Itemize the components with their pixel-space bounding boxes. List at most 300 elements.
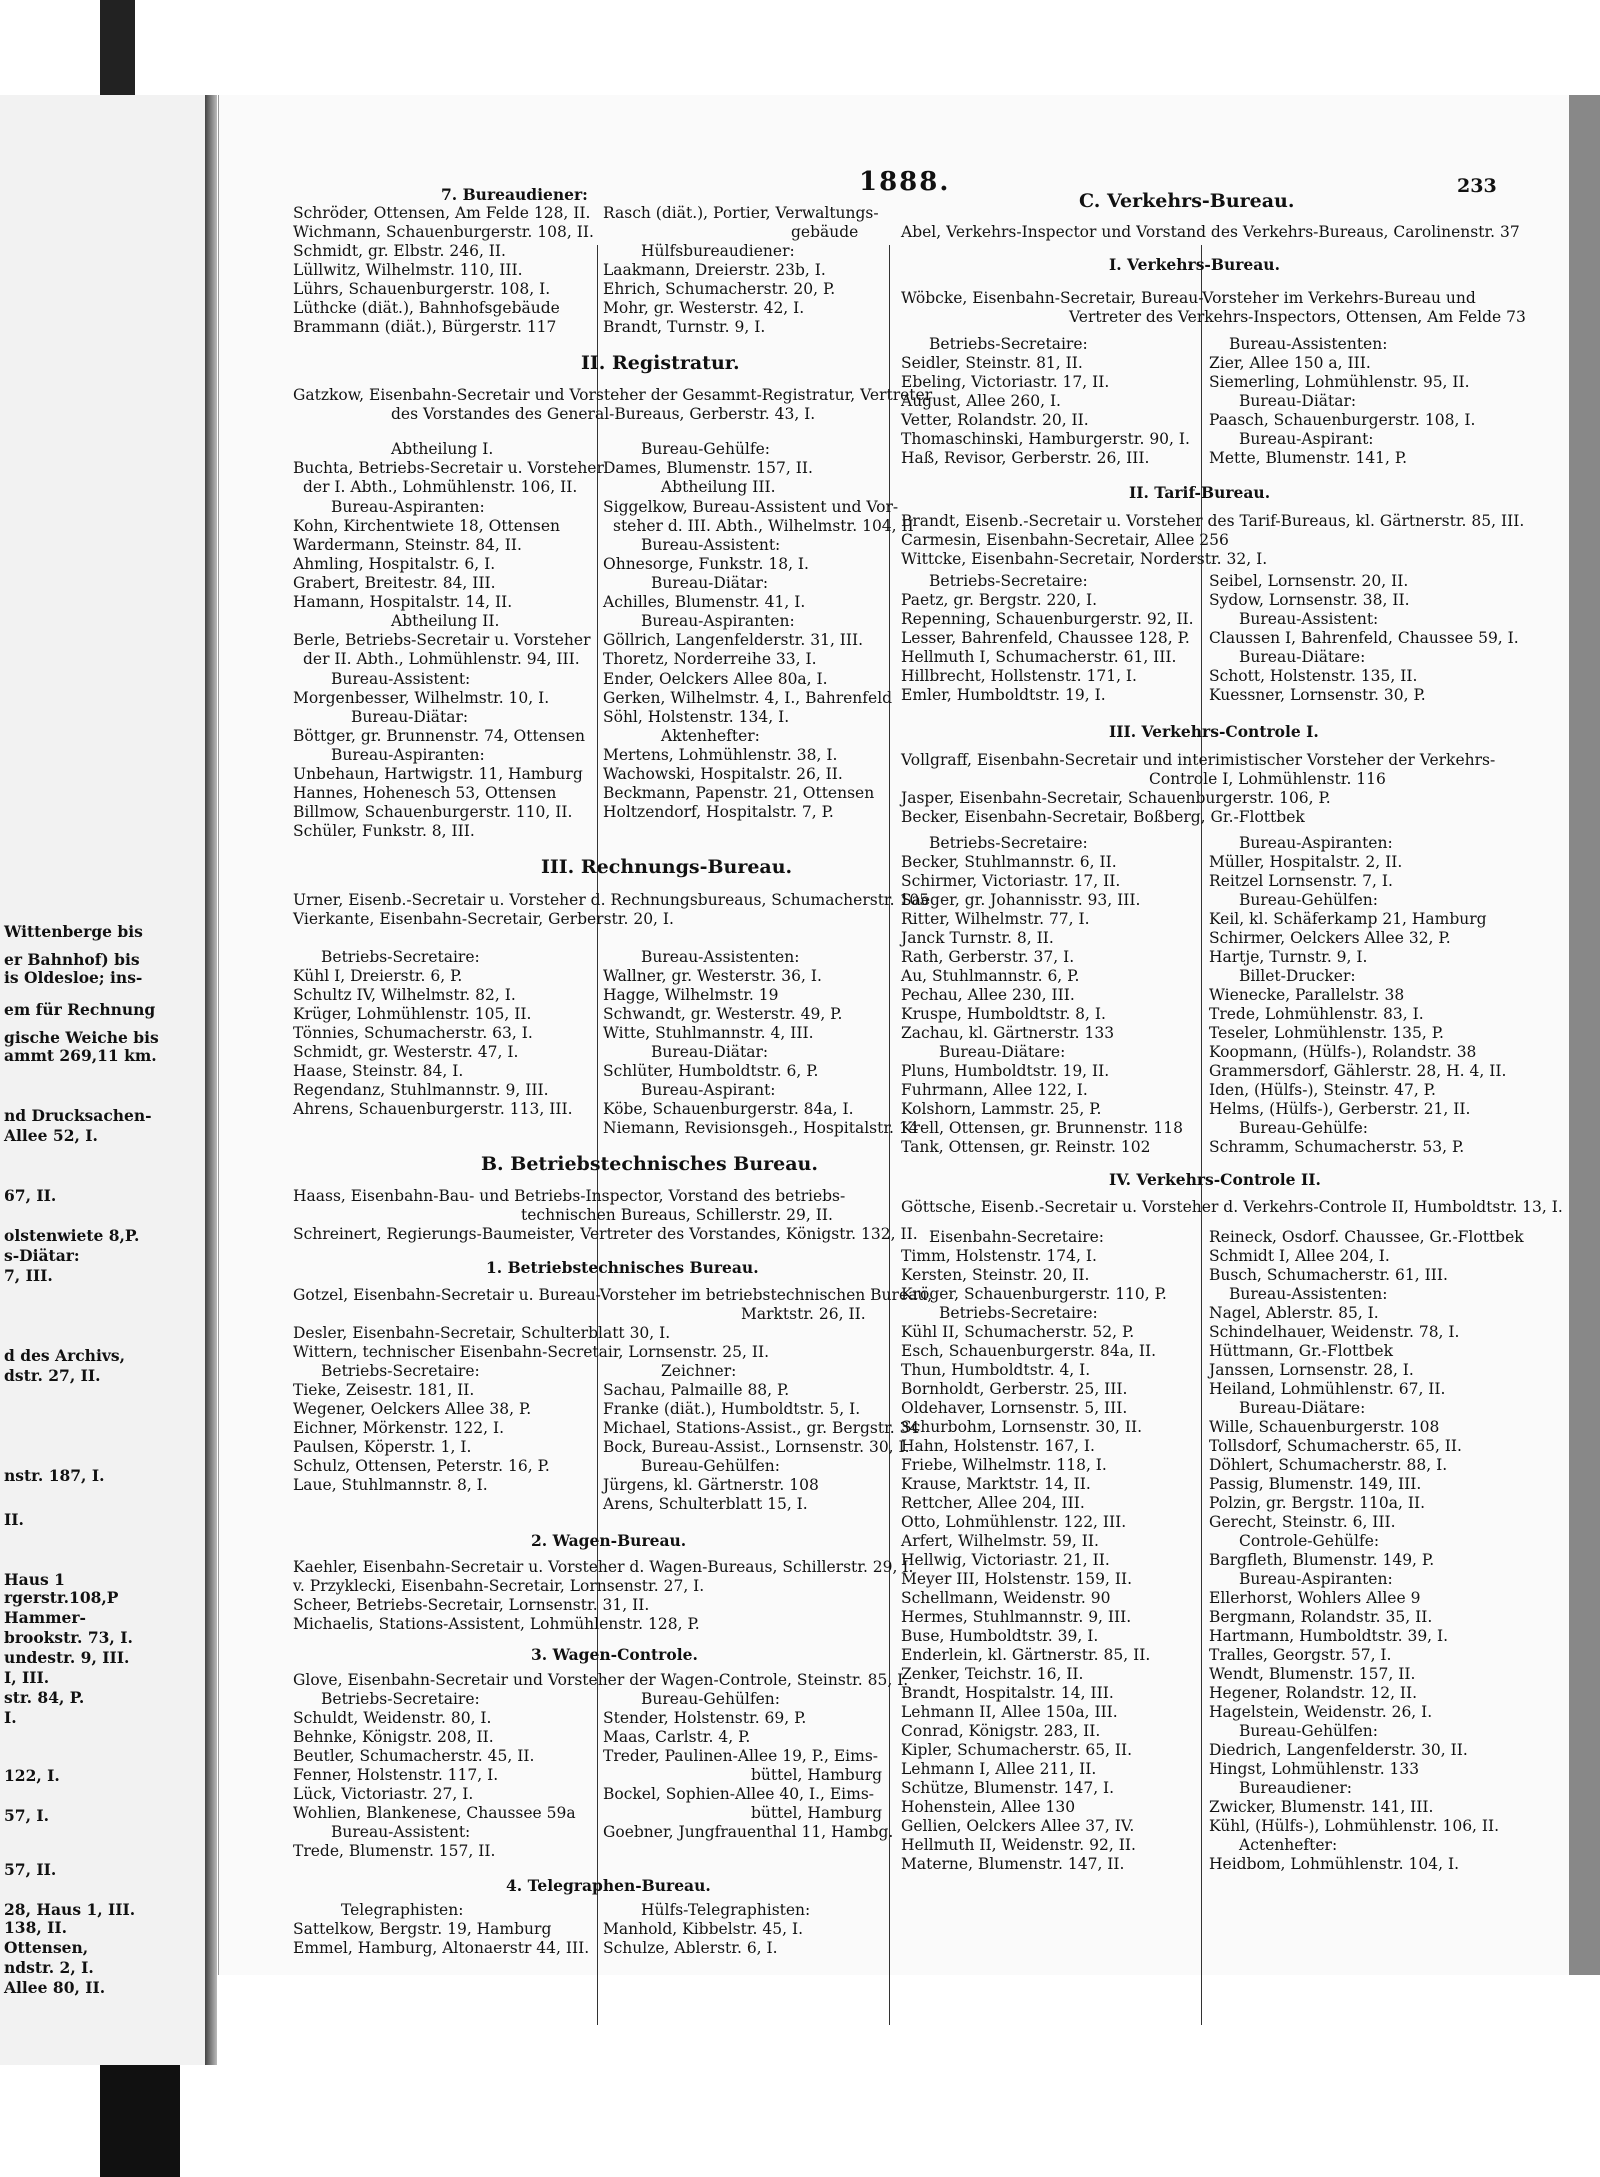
directory-entry: Achilles, Blumenstr. 41, I. [603,593,806,611]
directory-entry: Hartmann, Humboldtstr. 39, I. [1209,1627,1449,1645]
directory-entry: Becker, Stuhlmannstr. 6, II. [901,853,1117,871]
directory-entry: Stender, Holstenstr. 69, P. [603,1709,807,1727]
directory-entry: Emler, Humboldtstr. 19, I. [901,686,1106,704]
directory-entry: Lehmann I, Allee 211, II. [901,1760,1097,1778]
left-page-text-fragment: gische Weiche bis [4,1028,159,1047]
left-page-text-fragment: Ottensen, [4,1938,89,1957]
directory-entry: Beutler, Schumacherstr. 45, II. [293,1747,535,1765]
directory-entry: Morgenbesser, Wilhelmstr. 10, I. [293,689,550,707]
left-page-text-fragment: I. [4,1708,17,1727]
directory-entry: Gerecht, Steinstr. 6, III. [1209,1513,1396,1531]
directory-entry: Haß, Revisor, Gerberstr. 26, III. [901,449,1150,467]
directory-entry: Zenker, Teichstr. 16, II. [901,1665,1084,1683]
directory-entry: Schurbohm, Lornsenstr. 30, II. [901,1418,1143,1436]
directory-entry: Gotzel, Eisenbahn-Secretair u. Bureau-Vorsteher im betriebstechnischen Bureau, [293,1286,933,1304]
directory-entry: Lüllwitz, Wilhelmstr. 110, III. [293,261,523,279]
directory-entry: Rettcher, Allee 204, III. [901,1494,1085,1512]
directory-entry: Fenner, Holstenstr. 117, I. [293,1766,499,1784]
directory-entry: Mohr, gr. Westerstr. 42, I. [603,299,805,317]
directory-entry: Sydow, Lornsenstr. 38, II. [1209,591,1410,609]
directory-entry: Bockel, Sophien-Allee 40, I., Eims- [603,1785,875,1803]
directory-entry: Diedrich, Langenfelderstr. 30, II. [1209,1741,1468,1759]
directory-entry: Kolshorn, Lammstr. 25, P. [901,1100,1102,1118]
directory-entry: Billmow, Schauenburgerstr. 110, II. [293,803,573,821]
directory-entry: Fuhrmann, Allee 122, I. [901,1081,1088,1099]
directory-entry: Bock, Bureau-Assist., Lornsenstr. 30, I. [603,1438,910,1456]
directory-entry: Kröger, Schauenburgerstr. 110, P. [901,1285,1167,1303]
directory-entry: Krell, Ottensen, gr. Brunnenstr. 118 [901,1119,1183,1137]
directory-entry: Berle, Betriebs-Secretair u. Vorsteher [293,631,591,649]
directory-entry: Arens, Schulterblatt 15, I. [603,1495,808,1513]
directory-entry: Zachau, kl. Gärtnerstr. 133 [901,1024,1115,1042]
directory-entry: Betriebs-Secretaire: [929,834,1088,852]
directory-entry: Becker, Eisenbahn-Secretair, Boßberg, Gr.-Flottbek [901,808,1305,826]
directory-entry: Wöbcke, Eisenbahn-Secretair, Bureau-Vorsteher im Verkehrs-Bureau und [901,289,1476,307]
directory-entry: Friebe, Wilhelmstr. 118, I. [901,1456,1107,1474]
directory-entry: Buse, Humboldtstr. 39, I. [901,1627,1099,1645]
directory-entry: Enderlein, kl. Gärtnerstr. 85, II. [901,1646,1151,1664]
directory-entry: Schröder, Ottensen, Am Felde 128, II. [293,204,591,222]
left-page-text-fragment: nstr. 187, I. [4,1466,105,1485]
directory-entry: Hahn, Holstenstr. 167, I. [901,1437,1095,1455]
directory-entry: Reineck, Osdorf. Chaussee, Gr.-Flottbek [1209,1228,1524,1246]
section-heading: B. Betriebstechnisches Bureau. [481,1153,818,1175]
directory-entry: v. Przyklecki, Eisenbahn-Secretair, Lornsenstr. 27, I. [293,1577,705,1595]
directory-entry: Zier, Allee 150 a, III. [1209,354,1371,372]
directory-entry: Hüttmann, Gr.-Flottbek [1209,1342,1393,1360]
directory-entry: Otto, Lohmühlenstr. 122, III. [901,1513,1127,1531]
directory-entry: Au, Stuhlmannstr. 6, P. [901,967,1080,985]
directory-entry: Tieke, Zeisestr. 181, II. [293,1381,475,1399]
directory-entry: Schuldt, Weidenstr. 80, I. [293,1709,492,1727]
section-heading: 7. Bureaudiener: [441,185,588,204]
directory-entry: August, Allee 260, I. [901,392,1061,410]
directory-entry: Schellmann, Weidenstr. 90 [901,1589,1111,1607]
left-page-text-fragment: olstenwiete 8,P. [4,1226,140,1245]
directory-entry: Meyer III, Holstenstr. 159, II. [901,1570,1133,1588]
directory-entry: Telegraphisten: [341,1901,464,1919]
directory-entry: Bureau-Diätare: [1239,648,1366,666]
directory-entry: Iden, (Hülfs-), Steinstr. 47, P. [1209,1081,1436,1099]
directory-entry: Franke (diät.), Humboldtstr. 5, I. [603,1400,861,1418]
directory-entry: Wendt, Blumenstr. 157, II. [1209,1665,1416,1683]
directory-entry: Bureau-Aspirant: [641,1081,776,1099]
directory-entry: steher d. III. Abth., Wilhelmstr. 104, II [613,517,914,535]
section-heading: 1. Betriebstechnisches Bureau. [486,1258,759,1277]
directory-entry: Bureau-Gehülfen: [641,1690,781,1708]
directory-entry: Bargfleth, Blumenstr. 149, P. [1209,1551,1435,1569]
directory-entry: Scheer, Betriebs-Secretair, Lornsenstr. 31, II. [293,1596,650,1614]
section-heading: II. Registratur. [581,352,740,374]
directory-entry: Bureau-Diätar: [651,574,769,592]
directory-entry: Aktenhefter: [661,727,760,745]
directory-entry: der I. Abth., Lohmühlenstr. 106, II. [303,478,578,496]
directory-entry: Kipler, Schumacherstr. 65, II. [901,1741,1133,1759]
directory-entry: Treder, Paulinen-Allee 19, P., Eims- [603,1747,879,1765]
directory-entry: Kaehler, Eisenbahn-Secretair u. Vorsteher d. Wagen-Bureaus, Schillerstr. 29, I. [293,1558,914,1576]
left-page-text-fragment: s-Diätar: [4,1246,80,1265]
left-page-text-fragment: is Oldesloe; ins- [4,968,143,987]
page-edge [1568,95,1600,1975]
directory-entry: Wichmann, Schauenburgerstr. 108, II. [293,223,594,241]
left-page-text-fragment: 57, II. [4,1860,57,1879]
directory-entry: Hellmuth I, Schumacherstr. 61, III. [901,648,1177,666]
directory-entry: Wohlien, Blankenese, Chaussee 59a [293,1804,576,1822]
section-heading: 4. Telegraphen-Bureau. [506,1876,711,1895]
directory-entry: Betriebs-Secretaire: [929,572,1088,590]
directory-entry: Wachowski, Hospitalstr. 26, II. [603,765,843,783]
directory-entry: Hillbrecht, Hollstenstr. 171, I. [901,667,1137,685]
directory-entry: Schlüter, Humboldtstr. 6, P. [603,1062,819,1080]
directory-entry: Bergmann, Rolandstr. 35, II. [1209,1608,1433,1626]
directory-entry: Bureau-Diätar: [351,708,469,726]
directory-entry: Grabert, Breitestr. 84, III. [293,574,496,592]
directory-entry: Ahmling, Hospitalstr. 6, I. [293,555,496,573]
directory-entry: Seibel, Lornsenstr. 20, II. [1209,572,1409,590]
directory-entry: Saeger, gr. Johannisstr. 93, III. [901,891,1141,909]
binding-strip-top [100,0,135,95]
directory-entry: Heidbom, Lohmühlenstr. 104, I. [1209,1855,1459,1873]
directory-entry: Brammann (diät.), Bürgerstr. 117 [293,318,557,336]
directory-entry: Unbehaun, Hartwigstr. 11, Hamburg [293,765,583,783]
directory-entry: Hermes, Stuhlmannstr. 9, III. [901,1608,1132,1626]
directory-entry: Sattelkow, Bergstr. 19, Hamburg [293,1920,552,1938]
directory-entry: Hohenstein, Allee 130 [901,1798,1076,1816]
directory-entry: Betriebs-Secretaire: [321,948,480,966]
directory-entry: Desler, Eisenbahn-Secretair, Schulterblatt 30, I. [293,1324,671,1342]
left-page-text-fragment: II. [4,1510,24,1529]
directory-entry: Schmidt, gr. Elbstr. 246, II. [293,242,506,260]
directory-entry: Jasper, Eisenbahn-Secretair, Schauenburgerstr. 106, P. [901,789,1331,807]
directory-entry: Paulsen, Köperstr. 1, I. [293,1438,472,1456]
directory-entry: Koopmann, (Hülfs-), Rolandstr. 38 [1209,1043,1477,1061]
directory-entry: Kohn, Kirchentwiete 18, Ottensen [293,517,561,535]
book-spine [205,95,217,2065]
directory-entry: Helms, (Hülfs-), Gerberstr. 21, II. [1209,1100,1471,1118]
directory-entry: Laue, Stuhlmannstr. 8, I. [293,1476,488,1494]
directory-entry: Ebeling, Victoriastr. 17, II. [901,373,1110,391]
directory-entry: Trede, Lohmühlenstr. 83, I. [1209,1005,1424,1023]
directory-entry: Betriebs-Secretaire: [939,1304,1098,1322]
directory-entry: Zwicker, Blumenstr. 141, III. [1209,1798,1434,1816]
page-year: 1888. [859,167,951,197]
directory-entry: Ender, Oelckers Allee 80a, I. [603,670,828,688]
directory-entry: Bureau-Assistenten: [641,948,800,966]
directory-entry: Betriebs-Secretaire: [321,1362,480,1380]
left-page-text-fragment: Haus 1 [4,1570,65,1589]
directory-entry: Bureau-Aspiranten: [331,498,485,516]
directory-entry: Ritter, Wilhelmstr. 77, I. [901,910,1090,928]
directory-entry: Hülfs-Telegraphisten: [641,1901,811,1919]
directory-entry: Zeichner: [661,1362,737,1380]
directory-entry: Arfert, Wilhelmstr. 59, II. [901,1532,1099,1550]
directory-entry: Hellwig, Victoriastr. 21, II. [901,1551,1110,1569]
directory-entry: Pechau, Allee 230, III. [901,986,1075,1004]
directory-entry: Kuessner, Lornsenstr. 30, P. [1209,686,1426,704]
directory-entry: Nagel, Ablerstr. 85, I. [1209,1304,1379,1322]
left-page-text-fragment: 122, I. [4,1766,60,1785]
left-page-text-fragment: Allee 52, I. [4,1126,98,1145]
left-page-text-fragment: str. 84, P. [4,1688,85,1707]
directory-entry: Billet-Drucker: [1239,967,1356,985]
directory-entry: Schott, Holstenstr. 135, II. [1209,667,1418,685]
directory-entry: Holtzendorf, Hospitalstr. 7, P. [603,803,834,821]
directory-entry: Pluns, Humboldtstr. 19, II. [901,1062,1110,1080]
directory-entry: Schultz IV, Wilhelmstr. 82, I. [293,986,516,1004]
directory-entry: gebäude [791,223,859,241]
directory-entry: Vollgraff, Eisenbahn-Secretair und interimistischer Vorsteher der Verkehrs- [901,751,1496,769]
directory-entry: Göllrich, Langenfelderstr. 31, III. [603,631,864,649]
directory-entry: Schütze, Blumenstr. 147, I. [901,1779,1115,1797]
directory-entry: Repenning, Schauenburgerstr. 92, II. [901,610,1194,628]
section-heading: 3. Wagen-Controle. [531,1645,698,1664]
directory-entry: Laakmann, Dreierstr. 23b, I. [603,261,826,279]
directory-entry: Schüler, Funkstr. 8, III. [293,822,475,840]
directory-entry: Schreinert, Regierungs-Baumeister, Vertreter des Vorstandes, Königstr. 132, II. [293,1225,918,1243]
directory-entry: Timm, Holstenstr. 174, I. [901,1247,1097,1265]
left-page-text-fragment: 67, II. [4,1186,57,1205]
left-page-text-fragment: nd Drucksachen- [4,1106,152,1125]
directory-entry: Reitzel Lornsenstr. 7, I. [1209,872,1393,890]
directory-entry: Tralles, Georgstr. 57, I. [1209,1646,1392,1664]
directory-entry: Wienecke, Parallelstr. 38 [1209,986,1405,1004]
directory-entry: Lührs, Schauenburgerstr. 108, I. [293,280,551,298]
directory-entry: Betriebs-Secretaire: [321,1690,480,1708]
directory-entry: Manhold, Kibbelstr. 45, I. [603,1920,804,1938]
directory-entry: Janck Turnstr. 8, II. [901,929,1054,947]
directory-entry: Jürgens, kl. Gärtnerstr. 108 [603,1476,819,1494]
directory-entry: Ahrens, Schauenburgerstr. 113, III. [293,1100,573,1118]
directory-entry: Köbe, Schauenburgerstr. 84a, I. [603,1100,854,1118]
directory-entry: Hannes, Hohenesch 53, Ottensen [293,784,557,802]
directory-entry: Abel, Verkehrs-Inspector und Vorstand des Verkehrs-Bureaus, Carolinenstr. 37 [901,223,1520,241]
directory-entry: Söhl, Holstenstr. 134, I. [603,708,790,726]
directory-entry: Döhlert, Schumacherstr. 88, I. [1209,1456,1448,1474]
page-number: 233 [1457,175,1497,197]
directory-entry: Bureau-Diätar: [651,1043,769,1061]
directory-entry: Schulz, Ottensen, Peterstr. 16, P. [293,1457,550,1475]
directory-entry: Goebner, Jungfrauenthal 11, Hambg. [603,1823,894,1841]
left-page-text-fragment: Wittenberge bis [4,922,143,941]
directory-entry: Kühl I, Dreierstr. 6, P. [293,967,463,985]
directory-entry: Behnke, Königstr. 208, II. [293,1728,494,1746]
directory-entry: Thun, Humboldtstr. 4, I. [901,1361,1091,1379]
directory-entry: Tollsdorf, Schumacherstr. 65, II. [1209,1437,1462,1455]
directory-entry: Paetz, gr. Bergstr. 220, I. [901,591,1098,609]
directory-entry: Bureau-Gehülfe: [1239,1119,1369,1137]
directory-entry: technischen Bureaus, Schillerstr. 29, II. [521,1206,833,1224]
directory-entry: Wittcke, Eisenbahn-Secretair, Norderstr. 32, I. [901,550,1268,568]
directory-entry: der II. Abth., Lohmühlenstr. 94, III. [303,650,580,668]
directory-entry: Paasch, Schauenburgerstr. 108, I. [1209,411,1476,429]
directory-entry: Schirmer, Victoriastr. 17, II. [901,872,1121,890]
left-page-text-fragment: Hammer- [4,1608,86,1627]
directory-entry: Polzin, gr. Bergstr. 110a, II. [1209,1494,1426,1512]
directory-entry: Lück, Victoriastr. 27, I. [293,1785,474,1803]
directory-entry: Abtheilung III. [661,478,776,496]
directory-entry: Materne, Blumenstr. 147, II. [901,1855,1125,1873]
directory-entry: Lesser, Bahrenfeld, Chaussee 128, P. [901,629,1190,647]
directory-entry: Thomaschinski, Hamburgerstr. 90, I. [901,430,1190,448]
directory-entry: Schmidt I, Allee 204, I. [1209,1247,1390,1265]
directory-entry: Siggelkow, Bureau-Assistent und Vor- [603,498,899,516]
left-page-text-fragment: d des Archivs, [4,1346,125,1365]
directory-entry: Ehrich, Schumacherstr. 20, P. [603,280,836,298]
directory-entry: Bureau-Gehülfen: [1239,891,1379,909]
directory-entry: Buchta, Betriebs-Secretair u. Vorsteher [293,459,604,477]
directory-entry: Bureau-Gehülfen: [1239,1722,1379,1740]
left-page-text-fragment: 138, II. [4,1918,68,1937]
directory-entry: Schwandt, gr. Westerstr. 49, P. [603,1005,843,1023]
left-page-text-fragment: brookstr. 73, I. [4,1628,133,1647]
directory-entry: Emmel, Hamburg, Altonaerstr 44, III. [293,1939,590,1957]
directory-entry: Hartje, Turnstr. 9, I. [1209,948,1368,966]
directory-entry: Hegener, Rolandstr. 12, II. [1209,1684,1418,1702]
left-page-fragment [0,95,208,2065]
directory-entry: Urner, Eisenb.-Secretair u. Vorsteher d. Rechnungsbureaus, Schumacherstr. 105 [293,891,930,909]
directory-entry: Wille, Schauenburgerstr. 108 [1209,1418,1440,1436]
directory-entry: Bureau-Gehülfen: [641,1457,781,1475]
directory-entry: Gatzkow, Eisenbahn-Secretair und Vorsteher der Gesammt-Registratur, Vertreter [293,386,933,404]
left-page-text-fragment: undestr. 9, III. [4,1648,130,1667]
directory-entry: Wardermann, Steinstr. 84, II. [293,536,522,554]
directory-entry: Gerken, Wilhelmstr. 4, I., Bahrenfeld [603,689,893,707]
directory-entry: Marktstr. 26, II. [741,1305,866,1323]
directory-entry: Maas, Carlstr. 4, P. [603,1728,751,1746]
directory-entry: Brandt, Hospitalstr. 14, III. [901,1684,1114,1702]
directory-entry: Eisenbahn-Secretaire: [929,1228,1105,1246]
directory-entry: Tank, Ottensen, gr. Reinstr. 102 [901,1138,1151,1156]
directory-entry: Witte, Stuhlmannstr. 4, III. [603,1024,814,1042]
left-page-text-fragment: ammt 269,11 km. [4,1046,157,1065]
directory-entry: Hagge, Wilhelmstr. 19 [603,986,779,1004]
directory-entry: Controle I, Lohmühlenstr. 116 [1149,770,1386,788]
left-page-text-fragment: I, III. [4,1668,50,1687]
directory-entry: Kühl II, Schumacherstr. 52, P. [901,1323,1135,1341]
directory-entry: Bureau-Assistent: [1239,610,1379,628]
directory-entry: Krause, Marktstr. 14, II. [901,1475,1091,1493]
directory-entry: Beckmann, Papenstr. 21, Ottensen [603,784,875,802]
directory-entry: Actenhefter: [1239,1836,1338,1854]
directory-entry: Bureau-Aspirant: [1239,430,1374,448]
directory-entry: Bureaudiener: [1239,1779,1353,1797]
directory-entry: Ohnesorge, Funkstr. 18, I. [603,555,809,573]
directory-entry: Michaelis, Stations-Assistent, Lohmühlenstr. 128, P. [293,1615,700,1633]
directory-entry: Bureau-Aspiranten: [1239,1570,1393,1588]
directory-entry: Heiland, Lohmühlenstr. 67, II. [1209,1380,1446,1398]
directory-entry: Glove, Eisenbahn-Secretair und Vorsteher der Wagen-Controle, Steinstr. 85, I. [293,1671,909,1689]
directory-entry: Tönnies, Schumacherstr. 63, I. [293,1024,533,1042]
directory-entry: Brandt, Turnstr. 9, I. [603,318,766,336]
directory-entry: Vierkante, Eisenbahn-Secretair, Gerberstr. 20, I. [293,910,674,928]
directory-entry: Vertreter des Verkehrs-Inspectors, Ottensen, Am Felde 73 [1069,308,1526,326]
directory-entry: Keil, kl. Schäferkamp 21, Hamburg [1209,910,1487,928]
section-heading: III. Verkehrs-Controle I. [1109,722,1319,741]
directory-entry: des Vorstandes des General-Bureaus, Gerberstr. 43, I. [391,405,816,423]
directory-entry: Böttger, gr. Brunnenstr. 74, Ottensen [293,727,585,745]
left-page-text-fragment: 28, Haus 1, III. [4,1900,136,1919]
directory-entry: Bornholdt, Gerberstr. 25, III. [901,1380,1128,1398]
directory-entry: Gellien, Oelckers Allee 37, IV. [901,1817,1135,1835]
directory-entry: Kühl, (Hülfs-), Lohmühlenstr. 106, II. [1209,1817,1500,1835]
directory-entry: Niemann, Revisionsgeh., Hospitalstr. 14 [603,1119,919,1137]
directory-entry: Vetter, Rolandstr. 20, II. [901,411,1089,429]
directory-entry: Michael, Stations-Assist., gr. Bergstr. 34 [603,1419,920,1437]
directory-entry: Bureau-Assistent: [331,670,471,688]
directory-entry: Rasch (diät.), Portier, Verwaltungs- [603,204,879,222]
directory-entry: Passig, Blumenstr. 149, III. [1209,1475,1422,1493]
directory-entry: Hamann, Hospitalstr. 14, II. [293,593,513,611]
directory-entry: Trede, Blumenstr. 157, II. [293,1842,496,1860]
directory-entry: Ellerhorst, Wohlers Allee 9 [1209,1589,1421,1607]
directory-entry: Bureau-Diätar: [1239,392,1357,410]
directory-entry: Schindelhauer, Weidenstr. 78, I. [1209,1323,1460,1341]
directory-entry: Schramm, Schumacherstr. 53, P. [1209,1138,1465,1156]
directory-entry: Bureau-Aspiranten: [1239,834,1393,852]
directory-entry: Göttsche, Eisenb.-Secretair u. Vorsteher d. Verkehrs-Controle II, Humboldtstr. 13, I. [901,1198,1563,1216]
left-page-text-fragment: rgerstr.108,P [4,1588,119,1607]
directory-entry: Mertens, Lohmühlenstr. 38, I. [603,746,838,764]
directory-entry: Wittern, technischer Eisenbahn-Secretair, Lornsenstr. 25, II. [293,1343,770,1361]
directory-entry: Krüger, Lohmühlenstr. 105, II. [293,1005,532,1023]
directory-entry: Teseler, Lohmühlenstr. 135, P. [1209,1024,1444,1042]
directory-entry: Wallner, gr. Westerstr. 36, I. [603,967,822,985]
directory-entry: Sachau, Palmaille 88, P. [603,1381,790,1399]
directory-entry: Bureau-Gehülfe: [641,440,771,458]
directory-entry: Regendanz, Stuhlmannstr. 9, III. [293,1081,549,1099]
directory-entry: Oldehaver, Lornsenstr. 5, III. [901,1399,1128,1417]
directory-entry: Siemerling, Lohmühlenstr. 95, II. [1209,373,1470,391]
directory-entry: Haass, Eisenbahn-Bau- und Betriebs-Inspector, Vorstand des betriebs- [293,1187,846,1205]
section-heading: I. Verkehrs-Bureau. [1109,255,1280,274]
directory-entry: Müller, Hospitalstr. 2, II. [1209,853,1403,871]
left-page-text-fragment: em für Rechnung [4,1000,156,1019]
directory-entry: Thoretz, Norderreihe 33, I. [603,650,817,668]
directory-entry: Eichner, Mörkenstr. 122, I. [293,1419,505,1437]
directory-entry: Hülfsbureaudiener: [641,242,795,260]
directory-entry: Schmidt, gr. Westerstr. 47, I. [293,1043,519,1061]
directory-entry: Abtheilung II. [391,612,500,630]
directory-entry: Dames, Blumenstr. 157, II. [603,459,813,477]
directory-entry: Kersten, Steinstr. 20, II. [901,1266,1090,1284]
left-page-text-fragment: 57, I. [4,1806,50,1825]
directory-entry: Carmesin, Eisenbahn-Secretair, Allee 256 [901,531,1229,549]
section-heading: III. Rechnungs-Bureau. [541,856,793,878]
directory-entry: Bureau-Assistent: [641,536,781,554]
directory-entry: Bureau-Diätare: [1239,1399,1366,1417]
directory-entry: Lehmann II, Allee 150a, III. [901,1703,1118,1721]
directory-entry: Bureau-Assistenten: [1229,335,1388,353]
directory-entry: Seidler, Steinstr. 81, II. [901,354,1083,372]
directory-entry: Janssen, Lornsenstr. 28, I. [1209,1361,1414,1379]
directory-entry: Bureau-Aspiranten: [641,612,795,630]
directory-entry: Esch, Schauenburgerstr. 84a, II. [901,1342,1157,1360]
directory-entry: Hingst, Lohmühlenstr. 133 [1209,1760,1420,1778]
right-column [899,95,1563,1975]
directory-entry: büttel, Hamburg [751,1766,883,1784]
left-page-text-fragment: ndstr. 2, I. [4,1958,94,1977]
directory-entry: Hellmuth II, Weidenstr. 92, II. [901,1836,1136,1854]
directory-entry: Claussen I, Bahrenfeld, Chaussee 59, I. [1209,629,1519,647]
directory-entry: Haase, Steinstr. 84, I. [293,1062,464,1080]
section-heading: II. Tarif-Bureau. [1129,483,1271,502]
section-heading: C. Verkehrs-Bureau. [1079,190,1295,212]
directory-entry: Kruspe, Humboldtstr. 8, I. [901,1005,1106,1023]
section-heading: 2. Wagen-Bureau. [531,1531,687,1550]
directory-entry: Busch, Schumacherstr. 61, III. [1209,1266,1448,1284]
directory-entry: Lüthcke (diät.), Bahnhofsgebäude [293,299,560,317]
directory-entry: Schirmer, Oelckers Allee 32, P. [1209,929,1451,947]
